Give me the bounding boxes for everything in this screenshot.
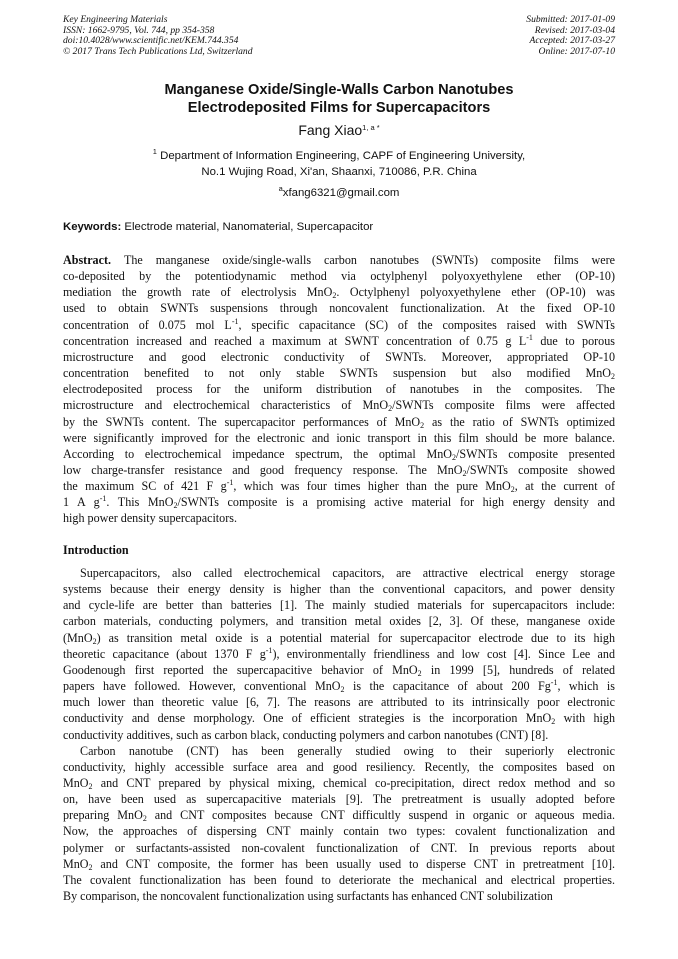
text-run: theoretic capacitance (about 1370 F g <box>63 646 266 661</box>
text-run: low charge-transfer resistance and good frequency response. The MnO <box>63 462 463 477</box>
abstract-line <box>63 414 615 430</box>
abstract-line <box>63 317 615 333</box>
text-run: the maximum SC of 421 F g <box>63 479 227 494</box>
abstract-line <box>63 252 615 268</box>
text-run: (MnO <box>63 630 93 645</box>
text-run: . Octylphenyl polyoxyethylene ether (OP-10) was <box>336 285 615 300</box>
journal-doi: doi:10.4028/www.scientific.net/KEM.744.354 <box>63 35 239 47</box>
text-run: The manganese oxide/single-walls carbon nanotubes (SWNTs) composite films were <box>123 253 615 267</box>
subscript: 2 <box>92 636 97 646</box>
text-run: and CNT composite, the former has been usually used to disperse CNT in pretreatment [10]. <box>92 856 615 871</box>
introduction-line <box>63 807 615 823</box>
text-run: , specific capacitance (SC) of the composites raised with SWNTs <box>238 317 615 332</box>
text-run: and CNT prepared by physical mixing, chemical co-precipitation, direct redox method and so <box>92 775 615 790</box>
author-email <box>63 185 615 201</box>
introduction-line <box>63 791 615 807</box>
keywords-label: Keywords: <box>63 221 122 233</box>
date-revised: Revised: 2017-03-04 <box>534 24 615 36</box>
text-run: , at the current of <box>514 479 615 494</box>
text-run: preparing MnO <box>63 808 143 823</box>
text-run: and cycle-life are better than batteries [1]. The mainly studied materials for supercapacitors include: <box>63 598 615 613</box>
text-run: microstructure and electrochemical characteristics of MnO <box>63 398 389 413</box>
abstract-line <box>63 510 615 526</box>
introduction-line <box>63 759 615 775</box>
text-run: used to obtain SWNTs suspensions through noncovalent functionalization. At the fixed OP-10 <box>63 301 615 316</box>
text-run: Carbon nanotube (CNT) has been generally studied owing to their superiorly electronic <box>80 743 615 758</box>
introduction-line <box>63 872 615 888</box>
text-run: electrodeposited process for the uniform distribution of nanotubes in the composites. The <box>63 382 615 397</box>
text-run: ), environmentally friendliness and low cost [4]. Since Lee and <box>272 646 615 661</box>
subscript: 2 <box>340 685 345 695</box>
text-run: microstructure and good electronic conductivity of SWNTs. Moreover, appropriated OP-10 <box>63 349 615 364</box>
abstract-line <box>63 494 615 510</box>
abstract-line <box>63 300 615 316</box>
abstract-line <box>63 478 615 494</box>
abstract-line <box>63 397 615 413</box>
text-run: MnO <box>63 775 89 790</box>
abstract-line <box>63 333 615 349</box>
email-address[interactable]: xfang6321@gmail.com <box>282 187 400 199</box>
submission-dates <box>526 15 615 57</box>
introduction-line <box>63 630 615 646</box>
subscript: 2 <box>452 452 457 462</box>
keywords-text: Electrode material, Nanomaterial, Supercapacitor <box>124 221 374 233</box>
text-run: systems because their energy density is higher than the conventional capacitors, and power density <box>63 582 615 597</box>
subscript: 2 <box>388 404 393 414</box>
introduction-line <box>63 888 615 904</box>
date-accepted: Accepted: 2017-03-27 <box>529 35 615 47</box>
subscript: 2 <box>510 485 515 495</box>
text-run: MnO <box>63 856 89 871</box>
introduction-line <box>63 613 615 629</box>
abstract-line <box>63 381 615 397</box>
text-run: concentration of 0.075 mol L <box>63 317 232 332</box>
date-submitted: Submitted: 2017-01-09 <box>526 14 615 25</box>
keywords <box>63 219 615 235</box>
affiliation-line-1: Department of Information Engineering, CAPF of Engineering University, <box>160 150 526 162</box>
text-run: polymer or surfactants-assisted non-covalent functionalization of CNT. In previous reports about <box>63 840 615 855</box>
text-run: /SWNTs composite presented <box>456 446 615 461</box>
abstract-line <box>63 365 615 381</box>
abstract-line <box>63 446 615 462</box>
subscript: 2 <box>332 291 337 301</box>
journal-copyright: © 2017 Trans Tech Publications Ltd, Switzerland <box>63 45 253 57</box>
text-run: /SWNTs composite is a promising active material for high energy density and <box>177 495 615 510</box>
text-run: much lower than theoretic value [6, 7]. The reasons are attributed to its intrinsically poor electronic <box>63 695 615 710</box>
text-run: with high <box>555 711 615 726</box>
text-run: conductivity additives, such as carbon black, conducting polymers and carbon nanotubes (CNT) [8]. <box>63 727 549 742</box>
introduction-line <box>63 727 615 743</box>
text-run: as the ratio of SWNTs optimized <box>424 414 615 429</box>
text-run: were significantly improved for the electronic and ionic transport in this film should be more balance. <box>63 430 615 445</box>
superscript: -1 <box>526 332 533 342</box>
author-superscript: 1, a * <box>362 123 380 132</box>
superscript: -1 <box>226 478 234 488</box>
text-run: due to porous <box>532 333 615 348</box>
introduction-line <box>63 678 615 694</box>
text-run: by the SWNTs content. The supercapacitor performances of MnO <box>63 414 421 429</box>
introduction-line <box>80 743 615 759</box>
introduction-line <box>63 662 615 678</box>
superscript: -1 <box>550 678 558 688</box>
subscript: 2 <box>462 468 467 478</box>
author-line <box>63 121 615 139</box>
paper-title <box>63 81 615 117</box>
subscript: 2 <box>551 717 556 727</box>
introduction-line <box>63 856 615 872</box>
superscript: -1 <box>231 316 239 326</box>
affiliation-superscript: 1 <box>152 147 157 156</box>
abstract-line <box>63 349 615 365</box>
text-run: Goodenough first reported the supercapacitive behavior of MnO <box>63 662 418 677</box>
text-run: and CNT composites because CNT difficultly suspend in organic or aqueous media. <box>146 808 615 823</box>
subscript: 2 <box>173 501 178 511</box>
text-run: conductivity, highly accessible surface area and good resiliency. Recently, the composites based on <box>63 759 615 774</box>
affiliation <box>63 148 615 180</box>
introduction-line <box>63 646 615 662</box>
text-run: concentration increased and reached a maximum at SWNT concentration of 0.75 g L <box>63 333 527 348</box>
introduction-line <box>80 565 615 581</box>
email-superscript: a <box>278 184 283 193</box>
abstract-line <box>63 268 615 284</box>
text-run: ) as transition metal oxide is a potential material for supercapacitor electrode due to its high <box>96 630 615 645</box>
introduction-line <box>63 694 615 710</box>
text-run: in 1999 [5], hundreds of related <box>421 662 615 677</box>
text-run: According to electrochemical impedance spectrum, the optimal MnO <box>63 446 453 461</box>
text-run: Now, the approaches of dispersing CNT mainly contain two types: covalent functionalization and <box>63 824 615 839</box>
superscript: -1 <box>99 494 107 504</box>
text-run: /SWNTs composite films were affected <box>392 398 615 413</box>
text-run: /SWNTs composite showed <box>466 462 615 477</box>
text-run: papers have followed. However, conventional MnO <box>63 679 341 694</box>
introduction-line <box>63 840 615 856</box>
author-name: Fang Xiao <box>298 122 363 138</box>
introduction-line <box>63 597 615 613</box>
text-run: 1 A g <box>63 495 100 510</box>
abstract-label: Abstract. <box>63 253 124 267</box>
text-run: high power density supercapacitors. <box>63 511 237 526</box>
text-run: co-deposited by the potentiodynamic method via octylphenyl polyoxyethylene ether (OP-10) <box>63 269 615 284</box>
subscript: 2 <box>88 781 93 791</box>
text-run: conductivity and dense morphology. One of efficient strategies is the incorporation MnO <box>63 711 552 726</box>
abstract-line <box>63 462 615 478</box>
introduction-line <box>63 775 615 791</box>
text-run: By comparison, the noncovalent functionalization using surfactants has enhanced CNT solubilization <box>63 889 553 903</box>
superscript: -1 <box>265 645 273 655</box>
text-run: , which is <box>557 679 615 694</box>
title-line-1: Manganese Oxide/Single-Walls Carbon Nanotubes <box>164 82 514 98</box>
introduction-line <box>63 823 615 839</box>
subscript: 2 <box>142 814 147 824</box>
introduction-line <box>63 581 615 597</box>
subscript: 2 <box>420 420 425 430</box>
introduction-heading: Introduction <box>63 543 129 557</box>
text-run: The covalent functionalization has been found to deteriorate the mechanical and electrical properties. <box>63 872 615 887</box>
text-run: is the capacitance of about 200 Fg <box>344 679 551 694</box>
text-run: concentration benefited to not only stable SWNTs suspension but also modified MnO <box>63 366 611 381</box>
abstract-line <box>63 430 615 446</box>
subscript: 2 <box>88 862 93 872</box>
title-line-2: Electrodeposited Films for Supercapacitors <box>187 100 491 116</box>
text-run: carbon materials, conducting polymers, and transition metal oxides [2, 3]. Of these, manganese oxide <box>63 614 615 629</box>
introduction-line <box>63 710 615 726</box>
journal-issn: ISSN: 1662-9795, Vol. 744, pp 354-358 <box>63 24 215 36</box>
affiliation-line-2: No.1 Wujing Road, Xi'an, Shaanxi, 710086, P.R. China <box>201 166 477 178</box>
journal-name: Key Engineering Materials <box>63 14 168 25</box>
text-run: mediation the growth rate of electrolysis MnO <box>63 285 333 300</box>
text-run: on, have been used as supercapacitive materials [9]. The pretreatment is usually adopted before <box>63 792 615 807</box>
subscript: 2 <box>611 372 615 382</box>
text-run: , which was four times higher than the pure MnO <box>233 479 511 494</box>
text-run: . This MnO <box>106 495 174 510</box>
subscript: 2 <box>417 668 422 678</box>
abstract-line <box>63 284 615 300</box>
journal-info <box>63 15 253 57</box>
date-online: Online: 2017-07-10 <box>538 45 615 57</box>
text-run: Supercapacitors, also called electrochemical capacitors, are attractive electrical energy storage <box>80 566 615 580</box>
